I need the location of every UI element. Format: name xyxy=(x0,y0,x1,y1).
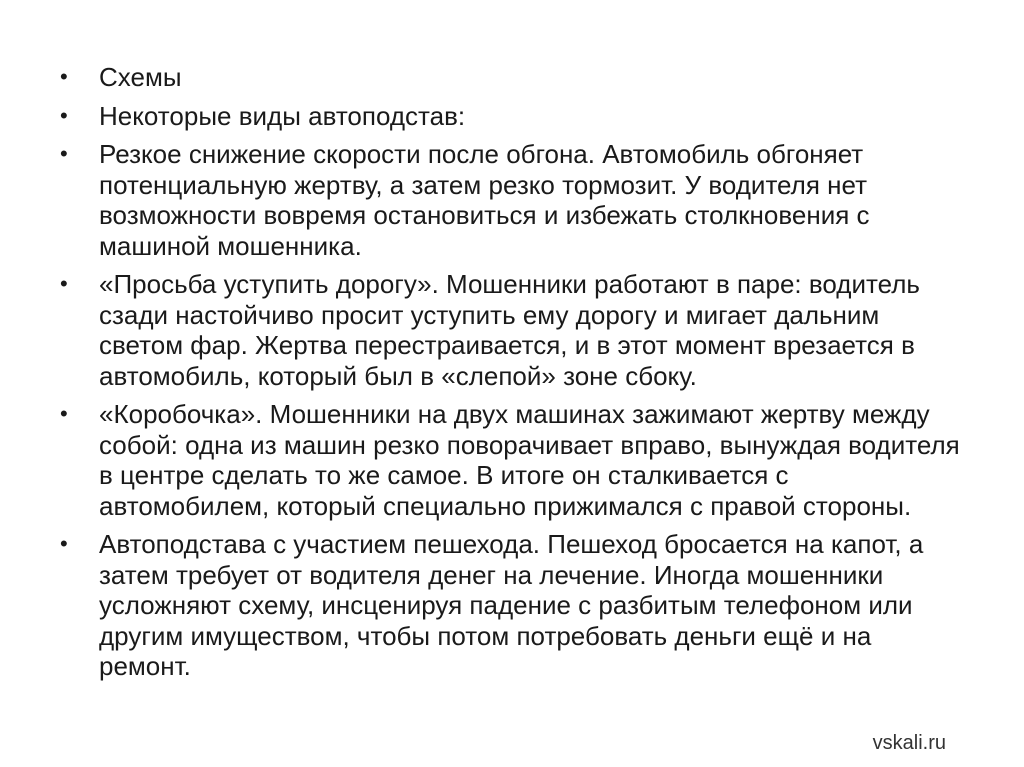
bullet-text: «Просьба уступить дорогу». Мошенники работают в паре: водитель сзади настойчиво просит уступить ему дорогу и мигает дальним светом фар. Жертва перестраивается, и в этот момент врезается в автомобиль, который был в «слепой» зоне сбоку. xyxy=(99,269,920,391)
bullet-list xyxy=(60,62,960,690)
bullet-item xyxy=(60,139,960,261)
bullet-dot-icon: • xyxy=(60,102,68,128)
bullet-item xyxy=(60,529,960,682)
bullet-text: Автоподстава с участием пешехода. Пешеход бросается на капот, а затем требует от водителя денег на лечение. Иногда мошенники усложняют схему, инсценируя падение с разбитым телефоном или другим имуществом, чтобы потом потребовать деньги ещё и на ремонт. xyxy=(99,529,924,681)
bullet-dot-icon: • xyxy=(60,401,68,426)
bullet-text: Схемы xyxy=(99,62,182,92)
bullet-dot-icon: • xyxy=(60,271,68,296)
bullet-item xyxy=(60,62,960,93)
source-watermark: vskali.ru xyxy=(872,732,946,754)
bullet-text: Некоторые виды автоподстав: xyxy=(99,100,466,131)
bullet-text: «Коробочка». Мошенники на двух машинах зажимают жертву между собой: одна из машин резко поворачивает вправо, вынуждая водителя в центре сделать то же самое. В итоге он сталкивается с автомобилем, который специально прижимался с правой стороны. xyxy=(99,399,960,521)
bullet-text: Резкое снижение скорости после обгона. Автомобиль обгоняет потенциальную жертву, а затем резко тормозит. У водителя нет возможности вовремя остановиться и избежать столкновения с машиной мошенника. xyxy=(99,139,870,261)
bullet-dot-icon: • xyxy=(60,64,68,89)
bullet-item xyxy=(60,269,960,391)
bullet-dot-icon: • xyxy=(60,141,68,166)
bullet-item xyxy=(60,101,960,132)
bullet-dot-icon: • xyxy=(60,531,68,556)
bullet-item xyxy=(60,399,960,521)
